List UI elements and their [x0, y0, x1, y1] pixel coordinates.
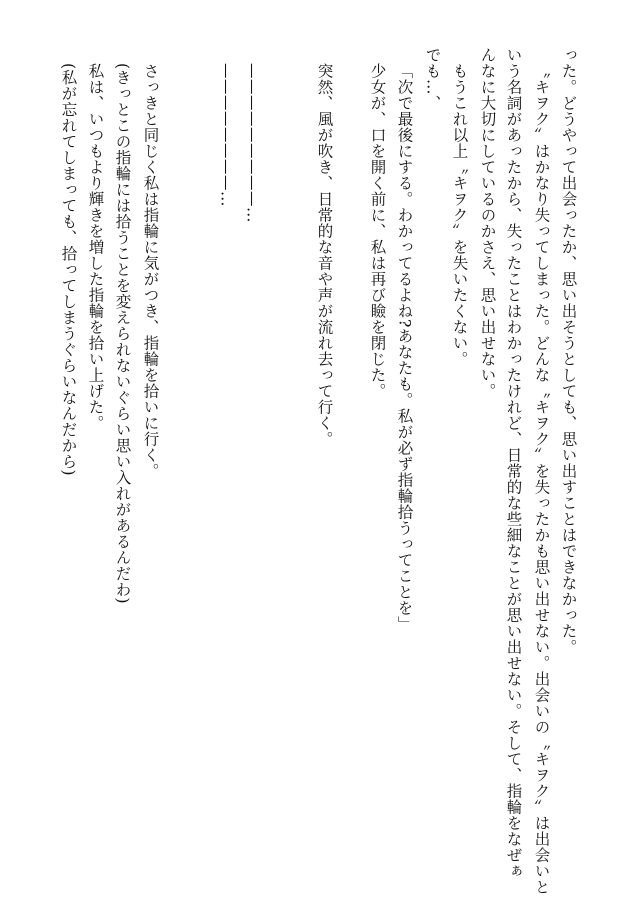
text-line: 私は、いつもより輝きを増した指輪を拾い上げた。 [86, 63, 105, 431]
text-line: ————————… [217, 63, 236, 207]
text-line: (私が忘れてしまっても、拾ってしまうぐらいなんだから) [59, 63, 78, 477]
text-line: もうこれ以上〝キヲク〟を失いたくない。 [450, 63, 469, 367]
text-line: んなに大切にしているのかさえ、思い出せない。 [478, 47, 497, 399]
text-line: 「次で最後にする。わかってるよね?あなたも。私が必ず指輪拾うってことを」 [395, 63, 414, 632]
text-line: 突然、風が吹き、日常的な音や声が流れ去って行く。 [315, 63, 334, 447]
text-line: —————————… [243, 63, 262, 223]
text-line: 少女が、口を開く前に、私は再び瞼を閉じた。 [368, 63, 387, 399]
text-line: った。どうやって出会ったか、思い出そうとしても、思い出すことはできなかった。 [559, 47, 578, 655]
text-line: (きっとこの指輪には拾うことを変えられないぐらい思い入れがあるんだわ) [113, 63, 132, 605]
text-line: いう名詞があったから、失ったことはわかったけれど、日常的な些細なことが思い出せない。そして、指輪をなぜぁ [504, 47, 523, 879]
text-line: でも…、 [423, 47, 442, 111]
text-line: 〝キヲク〟はかなり失ってしまった。どんな〝キヲク〟を失ったかも思い出せない。出会いの〝キヲク〟は出会いと [532, 63, 551, 895]
text-line: さっきと同じく私は指輪に気がつき、指輪を拾いに行く。 [141, 63, 160, 479]
